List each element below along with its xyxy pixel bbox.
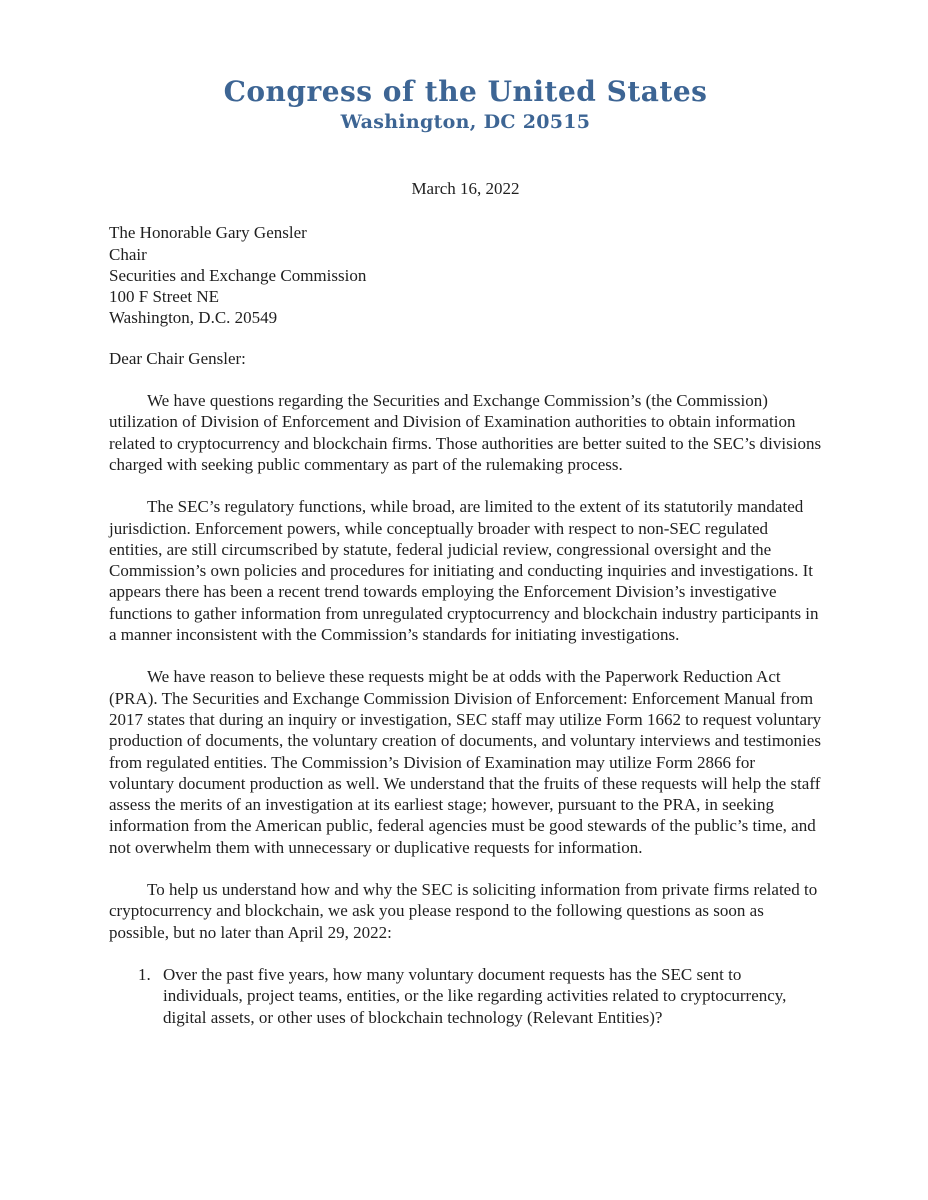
question-number: 1. bbox=[138, 964, 151, 984]
letterhead bbox=[109, 76, 822, 134]
recipient-street: 100 F Street NE bbox=[109, 287, 220, 307]
body-paragraph-4: To help us understand how and why the SEC is soliciting information from private firms related to cryptocurrency and blockchain, we ask you please respond to the following questions as soon as possible, but no later than April 29, 2022: bbox=[109, 880, 818, 942]
question-list bbox=[109, 964, 822, 1028]
recipient-organization: Securities and Exchange Commission bbox=[109, 265, 367, 285]
letter-date: March 16, 2022 bbox=[411, 179, 520, 198]
letterhead-subtitle: Washington, DC 20515 bbox=[340, 111, 591, 133]
recipient-name: The Honorable Gary Gensler bbox=[109, 223, 307, 243]
recipient-city-line: Washington, D.C. 20549 bbox=[109, 308, 278, 328]
salutation: Dear Chair Gensler: bbox=[109, 348, 246, 368]
question-item-1 bbox=[109, 964, 822, 1028]
recipient-title: Chair bbox=[109, 244, 147, 264]
letterhead-title: Congress of the United States bbox=[223, 75, 708, 108]
body-paragraph-3: We have reason to believe these requests might be at odds with the Paperwork Reduction Act (PRA). The Securities and Exchange Commission Division of Enforcement: Enforcement Manual from 2017 states that during an inquiry or investigation, SEC staff may utilize Form 1662 to request voluntary production of documents, the voluntary creation of documents, and voluntary interviews and testimonies from regulated entities. The Commission’s Division of Examination may utilize Form 2866 for voluntary document production as well. We understand that the fruits of these requests will help the staff assess the merits of an investigation at its earliest stage; however, pursuant to the PRA, in seeking information from the American public, federal agencies must be good stewards of the public’s time, and not overwhelm them with unnecessary or duplicative requests for information. bbox=[109, 667, 822, 857]
question-text: Over the past five years, how many voluntary document requests has the SEC sent to individuals, project teams, entities, or the like regarding activities related to cryptocurrency, digital assets, or other uses of blockchain technology (Relevant Entities)? bbox=[163, 964, 787, 1027]
recipient-address bbox=[109, 222, 822, 328]
body-paragraph-1: We have questions regarding the Securities and Exchange Commission’s (the Commission) utilization of Division of Enforcement and Division of Examination authorities to obtain information related to cryptocurrency and blockchain firms. Those authorities are better suited to the SEC’s divisions charged with seeking public commentary as part of the rulemaking process. bbox=[109, 391, 822, 474]
body-paragraph-2: The SEC’s regulatory functions, while broad, are limited to the extent of its statutorily mandated jurisdiction. Enforcement powers, while conceptually broader with respect to non-SEC regulated entities, are still circumscribed by statute, federal judicial review, congressional oversight and the Commission’s own policies and procedures for initiating and conducting inquiries and investigations. It appears there has been a recent trend towards employing the Enforcement Division’s investigative functions to gather information from unregulated cryptocurrency and blockchain industry participants in a manner inconsistent with the Commission’s standards for initiating investigations. bbox=[109, 497, 819, 645]
